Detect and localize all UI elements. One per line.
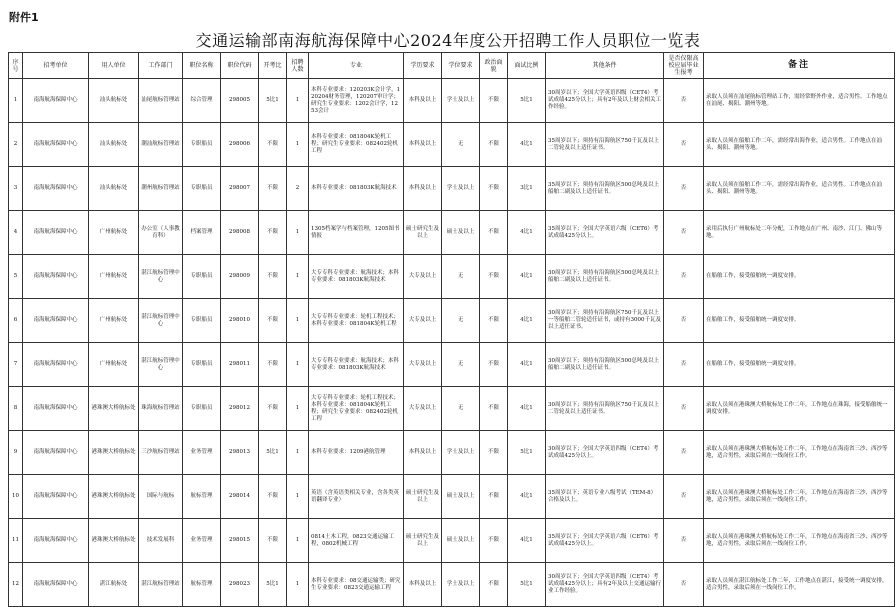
cell-interview: 3比1: [508, 167, 546, 211]
cell-dept: 珠海航标管理站: [139, 387, 183, 431]
cell-unit: 南海航海保障中心: [23, 255, 89, 299]
cell-code: 298013: [221, 431, 259, 475]
cell-other: 30周岁以下；全国大学英语四级（CET4）考试成绩425分以上；具有2年及以上财会相关工作经验。: [546, 79, 664, 123]
cell-unit: 南海航海保障中心: [23, 299, 89, 343]
cell-edu: 大专及以上: [404, 343, 442, 387]
cell-dept: 汕尾航标管理站: [139, 79, 183, 123]
cell-employer: 汕头航标处: [89, 79, 139, 123]
cell-count: 1: [287, 211, 309, 255]
cell-major: 本科专业要求：081803K航海技术: [309, 167, 404, 211]
cell-interview: 5比1: [508, 563, 546, 607]
cell-degree: 无: [442, 343, 480, 387]
cell-unit: 南海航海保障中心: [23, 519, 89, 563]
cell-party: 不限: [480, 343, 508, 387]
cell-count: 1: [287, 299, 309, 343]
cell-position: 专职船员: [183, 387, 221, 431]
cell-position: 业务管理: [183, 519, 221, 563]
table-row: [9, 563, 895, 607]
cell-no: 1: [9, 79, 23, 123]
cell-major: 本科专业要求：120203K会计学，120204财务管理，120207审计学；研究生专业要求：1202会计学，1253会计: [309, 79, 404, 123]
table-row: [9, 431, 895, 475]
cell-note: 录取人员须在港珠澳大桥航标处工作二年，工作地点在珠海，接受船舶统一调度安排。: [704, 387, 895, 431]
cell-edu: 硕士研究生及以上: [404, 519, 442, 563]
cell-ratio: 不限: [259, 211, 287, 255]
cell-degree: 学士及以上: [442, 167, 480, 211]
cell-no: 12: [9, 563, 23, 607]
cell-position: 航标管理: [183, 563, 221, 607]
cell-edu: 大专及以上: [404, 387, 442, 431]
cell-other: 35周岁以下；全国大学英语六级（CET6）考试成绩425分以上。: [546, 211, 664, 255]
cell-count: 1: [287, 475, 309, 519]
cell-dept: 办公室（人事教育科）: [139, 211, 183, 255]
cell-code: 298009: [221, 255, 259, 299]
header-degree: 学位要求: [442, 53, 480, 79]
cell-no: 11: [9, 519, 23, 563]
cell-degree: 硕士及以上: [442, 519, 480, 563]
cell-major: 英语（含英语类相关专业，含各类英语翻译专业）: [309, 475, 404, 519]
cell-note: 录取人员须在湛江航标处工作二年，工作地点在湛江，接受统一调度安排，适合男性，录取后须在一线岗位工作。: [704, 563, 895, 607]
cell-employer: 港珠澳大桥航标处: [89, 475, 139, 519]
cell-other: 35周岁以下；英语专业八级考试（TEM-8）合格及以上。: [546, 475, 664, 519]
table-row: [9, 123, 895, 167]
cell-position: 专职船员: [183, 299, 221, 343]
cell-unit: 南海航海保障中心: [23, 343, 89, 387]
cell-count: 1: [287, 123, 309, 167]
cell-dept: 湛江航标管理中心: [139, 299, 183, 343]
cell-code: 298010: [221, 299, 259, 343]
cell-interview: 4比1: [508, 255, 546, 299]
table-header-row: [9, 53, 895, 79]
cell-interview: 4比1: [508, 475, 546, 519]
cell-position: 专职船员: [183, 167, 221, 211]
cell-note: 录取人员须在港珠澳大桥航标处工作二年，工作地点在海南省三沙、西沙等地，适合男性，录取后须在一线岗位工作。: [704, 431, 895, 475]
cell-unit: 南海航海保障中心: [23, 167, 89, 211]
cell-grad: 否: [664, 563, 704, 607]
cell-no: 9: [9, 431, 23, 475]
cell-position: 专职船员: [183, 343, 221, 387]
cell-code: 298007: [221, 167, 259, 211]
cell-note: 录取人员须在港珠澳大桥航标处工作二年，工作地点在海南省三沙、西沙等地，适合男性，录取后须在一线岗位工作。: [704, 519, 895, 563]
cell-position: 综合管理: [183, 79, 221, 123]
cell-code: 298012: [221, 387, 259, 431]
cell-count: 2: [287, 167, 309, 211]
cell-ratio: 不限: [259, 167, 287, 211]
cell-employer: 广州航标处: [89, 299, 139, 343]
cell-other: 30周岁以下；须持有沿海航区500总吨及以上船舶二副及以上适任证书。: [546, 343, 664, 387]
cell-count: 1: [287, 431, 309, 475]
cell-dept: 技术发展科: [139, 519, 183, 563]
cell-grad: 否: [664, 387, 704, 431]
cell-edu: 硕士研究生及以上: [404, 475, 442, 519]
header-position: 职位名称: [183, 53, 221, 79]
header-major: 专业: [309, 53, 404, 79]
cell-note: 录取人员须在船舶工作二年，需经常出海作业，适合男性。工作地点在汕头、揭阳、潮州等地。: [704, 167, 895, 211]
cell-position: 航标管理: [183, 475, 221, 519]
cell-employer: 汕头航标处: [89, 123, 139, 167]
cell-other: 30周岁以下；须持有沿海航区500总吨及以上船舶二副及以上适任证书。: [546, 255, 664, 299]
cell-major: 本科专业要求：081804K轮机工程；研究生专业要求：082402轮机工程: [309, 123, 404, 167]
cell-other: 35周岁以下；全国大学英语六级（CET6）考试成绩425分以上。: [546, 519, 664, 563]
cell-position: 专职船员: [183, 255, 221, 299]
cell-other: 35周岁以下；须持有沿海航区750千瓦及以上二管轮及以上适任证书。: [546, 123, 664, 167]
cell-note: 录取人员须在港珠澳大桥航标处工作二年，工作地点在海南省三沙、西沙等地，适合男性，录取后须在一线岗位工作。: [704, 475, 895, 519]
cell-grad: 否: [664, 255, 704, 299]
cell-employer: 港珠澳大桥航标处: [89, 519, 139, 563]
cell-party: 不限: [480, 299, 508, 343]
cell-party: 不限: [480, 431, 508, 475]
cell-party: 不限: [480, 123, 508, 167]
cell-position: 专职船员: [183, 123, 221, 167]
cell-unit: 南海航海保障中心: [23, 211, 89, 255]
cell-count: 1: [287, 255, 309, 299]
cell-party: 不限: [480, 167, 508, 211]
cell-grad: 否: [664, 519, 704, 563]
cell-ratio: 不限: [259, 255, 287, 299]
cell-note: 录取人员须在汕尾航标管理站工作，需经常野外作业，适合男性。工作地点在汕尾、揭阳、潮州等地。: [704, 79, 895, 123]
cell-degree: 硕士及以上: [442, 211, 480, 255]
cell-major: 大专专科专业要求：航海技术；本科专业要求：081803K航海技术: [309, 255, 404, 299]
cell-major: 大专专科专业要求：航海技术；本科专业要求：081803K航海技术: [309, 343, 404, 387]
cell-grad: 否: [664, 299, 704, 343]
cell-interview: 4比1: [508, 387, 546, 431]
header-other: 其他条件: [546, 53, 664, 79]
table-row: [9, 475, 895, 519]
cell-ratio: 5比1: [259, 431, 287, 475]
cell-no: 6: [9, 299, 23, 343]
cell-interview: 4比1: [508, 519, 546, 563]
cell-degree: 学士及以上: [442, 431, 480, 475]
cell-ratio: 不限: [259, 343, 287, 387]
header-count: 招聘人数: [287, 53, 309, 79]
table-row: [9, 387, 895, 431]
cell-unit: 南海航海保障中心: [23, 123, 89, 167]
header-interview: 面试比例: [508, 53, 546, 79]
cell-grad: 否: [664, 343, 704, 387]
cell-grad: 否: [664, 211, 704, 255]
cell-grad: 否: [664, 123, 704, 167]
table-row: [9, 167, 895, 211]
cell-edu: 本科及以上: [404, 563, 442, 607]
header-unit: 招考单位: [23, 53, 89, 79]
header-employer: 用人单位: [89, 53, 139, 79]
cell-no: 10: [9, 475, 23, 519]
cell-degree: 硕士及以上: [442, 475, 480, 519]
cell-employer: 湛江航标处: [89, 563, 139, 607]
cell-other: 30周岁以下；须持有沿海航区750千瓦及以上二管轮及以上适任证书。: [546, 387, 664, 431]
cell-employer: 广州航标处: [89, 255, 139, 299]
table-body: [9, 79, 895, 607]
cell-count: 1: [287, 79, 309, 123]
cell-no: 2: [9, 123, 23, 167]
cell-grad: 否: [664, 167, 704, 211]
cell-party: 不限: [480, 519, 508, 563]
cell-note: 录用后执行广州航标处二年分配，工作地点在广州、南沙、江门、佛山等地。: [704, 211, 895, 255]
cell-ratio: 5比1: [259, 79, 287, 123]
cell-count: 1: [287, 519, 309, 563]
header-dept: 工作部门: [139, 53, 183, 79]
cell-dept: 湛江航标管理中心: [139, 255, 183, 299]
document-title: 交通运输部南海航海保障中心2024年度公开招聘工作人员职位一览表: [195, 31, 701, 50]
cell-edu: 本科及以上: [404, 431, 442, 475]
cell-major: 本科专业要求：08交通运输类；研究生专业要求：0823交通运输工程: [309, 563, 404, 607]
cell-no: 4: [9, 211, 23, 255]
cell-code: 298015: [221, 519, 259, 563]
cell-note: 录取人员须在船舶工作二年，需经常出海作业，适合男性。工作地点在汕头、揭阳、潮州等地。: [704, 123, 895, 167]
cell-party: 不限: [480, 211, 508, 255]
cell-code: 298006: [221, 123, 259, 167]
cell-dept: 湛江航标管理中心: [139, 343, 183, 387]
cell-code: 298014: [221, 475, 259, 519]
cell-degree: 学士及以上: [442, 563, 480, 607]
cell-employer: 港珠澳大桥航标处: [89, 387, 139, 431]
cell-other: 30周岁以下；须持有沿海航区750千瓦及以上一等船舶二管轮适任证书，或持有3000千瓦及以上适任证书。: [546, 299, 664, 343]
cell-no: 7: [9, 343, 23, 387]
cell-interview: 4比1: [508, 299, 546, 343]
cell-count: 1: [287, 563, 309, 607]
cell-code: 298008: [221, 211, 259, 255]
cell-interview: 4比1: [508, 123, 546, 167]
cell-degree: 无: [442, 255, 480, 299]
cell-no: 5: [9, 255, 23, 299]
cell-unit: 南海航海保障中心: [23, 431, 89, 475]
attachment-label: 附件1: [9, 11, 39, 24]
cell-grad: 否: [664, 79, 704, 123]
header-party: 政治面貌: [480, 53, 508, 79]
header-code: 职位代码: [221, 53, 259, 79]
cell-employer: 广州航标处: [89, 343, 139, 387]
cell-degree: 无: [442, 299, 480, 343]
positions-table: [8, 52, 895, 607]
cell-party: 不限: [480, 563, 508, 607]
header-grad: 是否仅限高校应届毕业生报考: [664, 53, 704, 79]
cell-employer: 汕头航标处: [89, 167, 139, 211]
cell-edu: 本科及以上: [404, 123, 442, 167]
cell-major: 大专专科专业要求：轮机工程技术；本科专业要求：081804K轮机工程: [309, 299, 404, 343]
cell-major: 大专专科专业要求：轮机工程技术；本科专业要求：081804K轮机工程；研究生专业要求：082402轮机工程: [309, 387, 404, 431]
cell-interview: 4比1: [508, 343, 546, 387]
cell-code: 298005: [221, 79, 259, 123]
cell-employer: 港珠澳大桥航标处: [89, 431, 139, 475]
cell-employer: 广州航标处: [89, 211, 139, 255]
cell-grad: 否: [664, 431, 704, 475]
table-row: [9, 255, 895, 299]
header-edu: 学历要求: [404, 53, 442, 79]
cell-count: 1: [287, 343, 309, 387]
cell-dept: 三沙航标管理站: [139, 431, 183, 475]
cell-unit: 南海航海保障中心: [23, 475, 89, 519]
cell-dept: 国际与航标: [139, 475, 183, 519]
table-row: [9, 299, 895, 343]
cell-no: 8: [9, 387, 23, 431]
cell-ratio: 不限: [259, 387, 287, 431]
table-row: [9, 343, 895, 387]
cell-ratio: 5比1: [259, 563, 287, 607]
header-note: 备注: [704, 53, 895, 79]
cell-ratio: 不限: [259, 123, 287, 167]
cell-code: 298023: [221, 563, 259, 607]
cell-position: 档案管理: [183, 211, 221, 255]
cell-note: 在船舶工作，接受船舶统一调度安排。: [704, 255, 895, 299]
cell-note: 在船舶工作，接受船舶统一调度安排。: [704, 299, 895, 343]
cell-dept: 潮州航标管理站: [139, 167, 183, 211]
cell-degree: 无: [442, 387, 480, 431]
header-no: 序号: [9, 53, 23, 79]
cell-ratio: 不限: [259, 299, 287, 343]
header-ratio: 开考比: [259, 53, 287, 79]
cell-edu: 硕士研究生及以上: [404, 211, 442, 255]
cell-no: 3: [9, 167, 23, 211]
cell-degree: 学士及以上: [442, 79, 480, 123]
cell-edu: 大专及以上: [404, 255, 442, 299]
cell-major: 1305档案学与档案管理，1205图书情报: [309, 211, 404, 255]
cell-position: 业务管理: [183, 431, 221, 475]
cell-dept: 潮汕航标管理站: [139, 123, 183, 167]
cell-other: 30周岁以下；全国大学英语四级（CET4）考试成绩425分以上；具有2年及以上交通运输行业工作经验。: [546, 563, 664, 607]
table-row: [9, 519, 895, 563]
cell-code: 298011: [221, 343, 259, 387]
cell-unit: 南海航海保障中心: [23, 563, 89, 607]
cell-edu: 本科及以上: [404, 79, 442, 123]
cell-other: 35周岁以下；须持有沿海航区500总吨及以上船舶二副及以上适任证书。: [546, 167, 664, 211]
cell-dept: 湛江航标管理站: [139, 563, 183, 607]
table-row: [9, 79, 895, 123]
table-row: [9, 211, 895, 255]
cell-party: 不限: [480, 79, 508, 123]
cell-major: 本科专业要求：1209港航管理: [309, 431, 404, 475]
cell-note: 在船舶工作，接受船舶统一调度安排。: [704, 343, 895, 387]
cell-unit: 南海航海保障中心: [23, 79, 89, 123]
cell-party: 不限: [480, 475, 508, 519]
cell-ratio: 不限: [259, 519, 287, 563]
cell-edu: 本科及以上: [404, 167, 442, 211]
cell-interview: 5比1: [508, 79, 546, 123]
cell-count: 1: [287, 387, 309, 431]
cell-degree: 无: [442, 123, 480, 167]
cell-interview: 5比1: [508, 431, 546, 475]
cell-other: 30周岁以下；全国大学英语四级（CET4）考试成绩425分以上。: [546, 431, 664, 475]
cell-edu: 大专及以上: [404, 299, 442, 343]
cell-interview: 4比1: [508, 211, 546, 255]
cell-unit: 南海航海保障中心: [23, 387, 89, 431]
cell-grad: 否: [664, 475, 704, 519]
cell-major: 0814土木工程，0823交通运输工程，0802机械工程: [309, 519, 404, 563]
cell-party: 不限: [480, 387, 508, 431]
cell-party: 不限: [480, 255, 508, 299]
cell-ratio: 不限: [259, 475, 287, 519]
